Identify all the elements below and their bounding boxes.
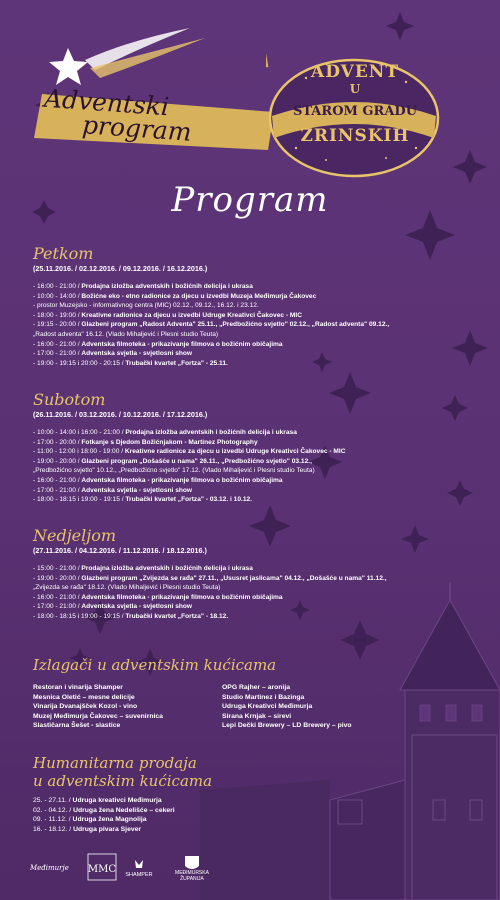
program-item-time: - 16:00 - 21:00 / [33,283,82,290]
program-item [33,612,483,622]
exhibitor-item: Studio Martinez i Bazinga [222,693,305,701]
program-item [33,349,483,359]
advent-badge [266,48,444,178]
exhibitors-title: Izlagači u adventskim kućicama [33,656,277,674]
humanitarian-dates: 25. - 27.11. / [33,797,73,804]
exhibitor-item: Sirana Krnjak – sirevi [222,712,292,720]
program-item-event: Glazbeni program „Došašće u nama" 26.11., „Predbožićno svjetlo" 03.12., [81,457,312,465]
medimurje-logo: Međimurje [30,864,69,872]
program-item-time: - 19:15 - 20:00 / [33,321,82,329]
badge-line-1: ADVENT [311,62,399,82]
program-item-event: „Zvijezda se rađa" 18.12. (Vlado Mihaljević i Plesni studio Teuta) [33,584,221,592]
program-item [33,574,483,584]
humanitarian-dates: 09. - 11.12. / [33,816,73,824]
humanitarian-org: Udruga žena Nedelišće – cekeri [73,806,175,814]
program-item-time: - 17:00 - 21:00 / [33,603,82,611]
program-item [33,428,483,438]
program-item-time: - 19:00 - 19:15 i 20:00 - 20:15 / [33,359,126,367]
day-name: Petkom [33,244,94,263]
program-item [33,486,483,496]
program-item [33,340,483,350]
program-item-time: - 17:00 - 21:00 / [33,350,82,358]
program-item-event: „Predbožićno svjetlo" 10.12., „Predbožićno svjetlo" 17.12. (Vlado Mihaljević i Plesni studio Teuta) [33,467,315,475]
exhibitor-item: Vinarija Dvanajšček Kozol - vino [33,703,138,711]
exhibitors-right-list [222,683,352,731]
sponsor-logos [30,852,230,882]
crown-icon [135,860,143,868]
day-sunday [33,526,483,622]
program-item-event: Adventska svjetla - svjetlosni show [81,603,193,611]
program-item-event: „Radost adventa" 16.12. (Vlado Mihaljević i Plesni studio Teuta) [33,330,219,338]
program-item-event: Adventska svjetla - svjetlosni show [81,486,193,494]
program-item-event: Trubački kvartet „Fortza" - 18.12. [125,612,229,620]
program-item [33,602,483,612]
humanitarian-title-line-2: u adventskim kućicama [33,772,213,790]
humanitarian-org: Udruga žena Magnolija [72,816,147,824]
day-saturday [33,390,483,505]
program-item-time: - 18:00 - 18:15 i 19:00 - 19:15 / [33,496,126,504]
exhibitor-item: Restoran i vinarija Shamper [33,684,123,691]
program-item-time: - 15:00 - 21:00 / [33,565,82,572]
program-item-event: Božićne eko - etno radionice za djecu u izvedbi Muzeja Međimurja Čakovec [81,292,317,300]
program-item [33,438,483,448]
program-heading: Program [171,180,329,220]
exhibitor-item: Mesnica Oletić – mesne delicije [33,693,135,701]
title-banner [28,83,278,156]
badge-line-4: ZRINSKIH [300,126,410,146]
program-item [33,282,483,292]
program-item-time: - 16:00 - 21:00 / [33,593,82,601]
program-item [33,447,483,457]
program-item-time: - 19:00 - 20:00 / [33,574,82,582]
program-item [33,564,483,574]
title-line-1: Adventski [43,83,171,122]
badge-line-3: STAROM GRADU [292,104,418,119]
program-item-time: - 10:00 - 14:00 / [33,292,82,300]
exhibitor-item: Slastičarna Šešet - slastice [33,722,121,730]
program-item [33,301,483,311]
humanitarian-list [33,796,175,834]
badge-line-2: U [349,82,361,96]
day-items [33,428,483,505]
program-item [33,359,483,369]
exhibitor-item: Udruga Kreativci Međimurja [222,703,313,711]
program-item-time: - 16:00 - 21:00 / [33,340,82,348]
shooting-star-icon [49,28,205,85]
program-item-time: - 18:00 - 19:00 / [33,311,82,319]
program-item [33,583,483,593]
program-item [33,593,483,603]
program-item-time: - 17:00 - 20:00 / [33,438,82,446]
exhibitor-item: OPG Rajher – aronija [222,684,290,691]
humanitarian-item [33,815,175,825]
mmc-logo: MMC [87,864,117,875]
program-item [33,476,483,486]
program-item-time: - 11:00 - 12:00 i 18:00 - 19:00 / [33,448,125,456]
day-dates: (26.11.2016. / 03.12.2016. / 10.12.2016. / 17.12.2016.) [33,410,208,419]
program-item-event: Glazbeni program „Zvijezda se rađa" 27.11., „Ususret jaslicama" 04.12., „Došašće u nama" 11.12., [81,574,387,582]
program-item-time: - 19:00 - 20:00 / [33,457,82,465]
humanitarian-org: Udruga pivara Sjever [73,825,142,833]
program-item-event: Trubački kvartet „Fortza" - 03.12. i 10.12. [125,496,253,504]
program-item-event: Kreativne radionice za djecu u izvedbi Udruge Kreativci Čakovec - MIC [81,311,302,319]
program-item [33,495,483,505]
program-item-time: - 16:00 - 21:00 / [33,476,82,484]
humanitarian-item [33,825,175,835]
humanitarian-item [33,806,175,816]
program-item [33,457,483,467]
humanitarian-dates: 02. - 04.12. / [33,806,74,814]
program-item-time: - 18:00 - 18:15 i 19:00 - 19:15 / [33,612,126,620]
day-items [33,564,483,622]
humanitarian-dates: 16. - 18.12. / [33,825,74,833]
program-item-event: - prostor Muzejsko - informativnog centra (MIC) 02.12., 09.12., 16.12. i 23.12. [33,302,259,310]
day-dates: (27.11.2016. / 04.12.2016. / 11.12.2016. / 18.12.2016.) [33,546,207,555]
exhibitors-left-list [33,683,163,731]
day-friday [33,244,483,368]
program-item-event: Adventska svjetla - svjetlosni show [81,350,193,358]
program-item [33,466,483,476]
program-item-event: Adventska filmoteka - prikazivanje filmova o božićnim običajima [81,476,283,484]
shamper-logo: SHAMPER [125,872,153,878]
program-item-event: Adventska filmoteka - prikazivanje filmova o božićnim običajima [81,593,283,601]
exhibitor-item: Muzej Međimurja Čakovec – suvenirnica [33,712,163,720]
program-item-event: Fotkanje s Djedom Božićnjakom - Martinez Photography [81,438,258,446]
program-item-event: Prodajna izložba adventskih i božićnih delicija i ukrasa [125,429,297,436]
program-item-event: Kreativne radionice za djecu u izvedbi Udruge Kreativci Čakovec - MIC [124,448,346,456]
day-items [33,282,483,368]
zupanija-logo-line-2: ŽUPANIJA [180,876,204,882]
program-item-event: Trubački kvartet „Fortza" - 25.11. [125,359,228,367]
program-item-event: Prodajna izložba adventskih i božićnih delicija i ukrasa [81,565,253,572]
day-name: Subotom [33,390,106,409]
zupanija-logo-line-1: MEĐIMURSKA [175,870,209,876]
program-item-time: - 10:00 - 14:00 i 16:00 - 21:00 / [33,429,126,436]
program-item [33,311,483,321]
program-item-event: Adventska filmoteka - prikazivanje filmova o božićnim običajima [81,340,283,348]
humanitarian-org: Udruga kreativci Međimurja [72,797,162,804]
castle-silhouette [200,582,500,900]
program-item-event: Glazbeni program „Radost Adventa" 25.11., „Predbožićno svjetlo" 02.12., „Radost adventa" 09.12., [81,321,390,329]
program-item [33,320,483,330]
program-item [33,292,483,302]
day-dates: (25.11.2016. / 02.12.2016. / 09.12.2016. / 16.12.2016.) [33,264,208,273]
program-item-event: Prodajna izložba adventskih i božićnih delicija i ukrasa [81,283,253,290]
humanitarian-item [33,796,175,806]
program-item-time: - 17:00 - 21:00 / [33,486,82,494]
humanitarian-title-line-1: Humanitarna prodaja [33,754,197,772]
day-name: Nedjeljom [33,526,117,545]
program-item [33,330,483,340]
title-line-2: program [81,110,193,147]
coat-of-arms-icon [185,856,199,869]
exhibitor-item: Lepi Dečki Brewery – LD Brewery – pivo [222,722,352,730]
